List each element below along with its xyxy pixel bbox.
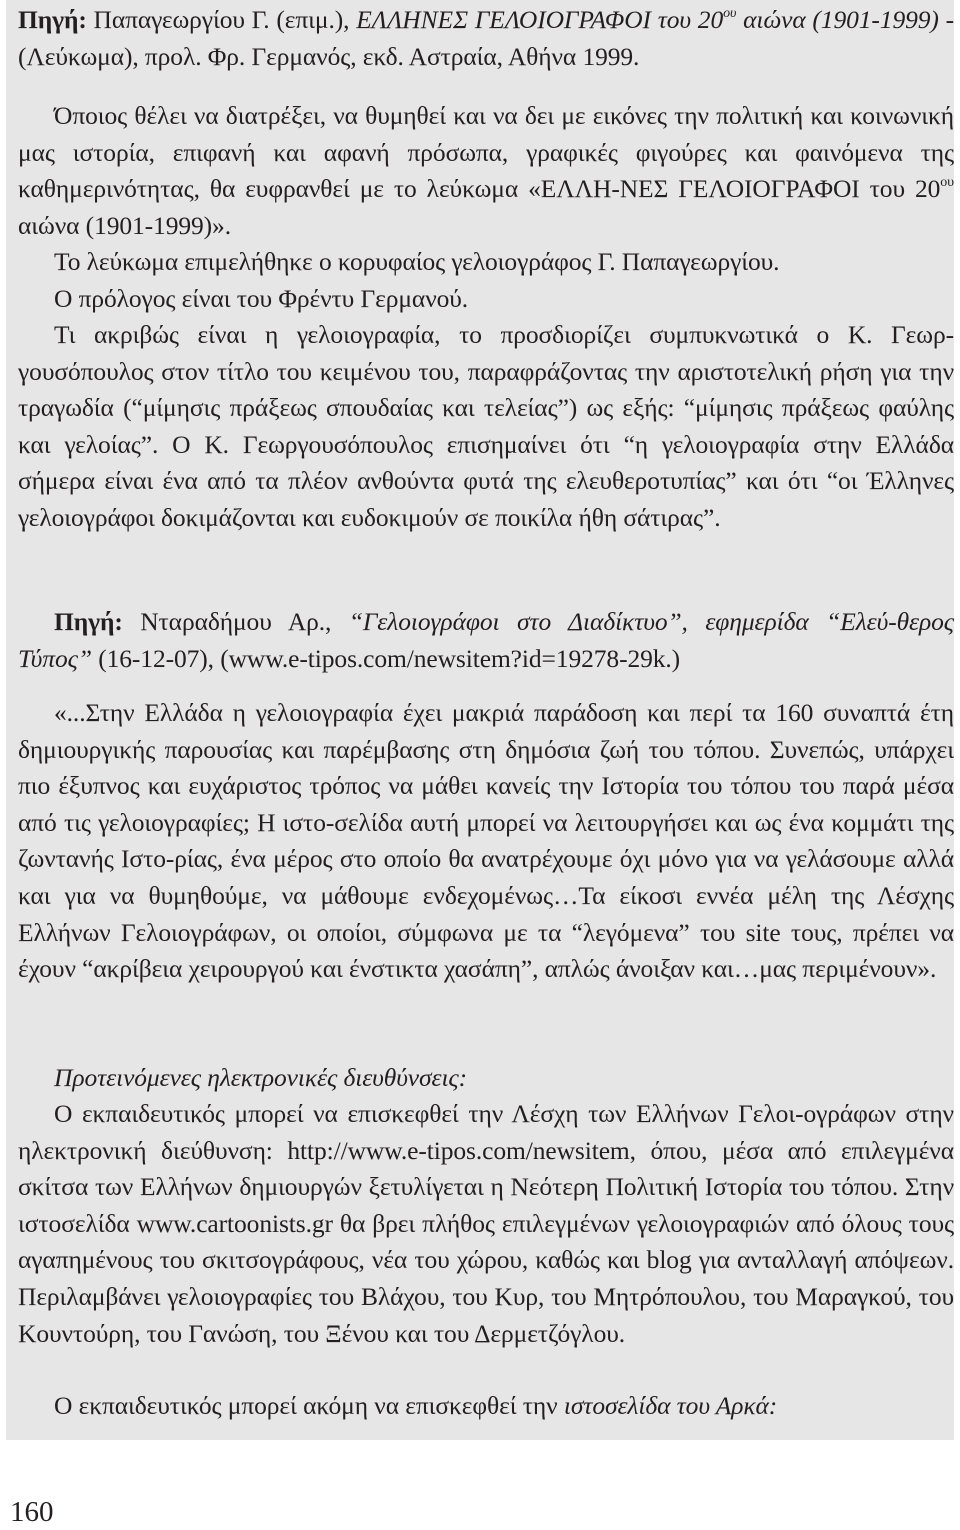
definition-paragraph: Τι ακριβώς είναι η γελοιογραφία, το προσδιορίζει συμπυκνωτικά ο Κ. Γεωρ-γουσόπουλος στον τίτλο του κειμένου του, παραφράζοντας την αριστοτελική ρήση για την τραγωδία (“μίμησις πράξεως σπουδαίας και τελείας”) ως εξής: “μίμησις πράξεως φαύλης και γελοίας”. Ο Κ. Γεωργουσόπουλος επισημαίνει ότι “η γελοιογραφία στην Ελλάδα σήμερα είναι ένα από τα πλέον ανθούντα φυτά της ελευθεροτυπίας” και ότι “οι Έλληνες γελοιογράφοι δοκιμάζονται και ευδοκιμούν σε ποικίλα ήθη σάτιρας”. xyxy=(18,320,954,532)
suggested-links-paragraph: Ο εκπαιδευτικός μπορεί να επισκεφθεί την Λέσχη των Ελλήνων Γελοι-ογράφων στην ηλεκτρονική διεύθυνση: http://www.e-tipos.com/newsitem, όπου, μέσα από επιλεγμένα σκίτσα των Ελλήνων δημιουργών ξετυλίγεται η Νεότερη Πολιτική Ιστορία του τόπου. Στην ιστοσελίδα www.cartoonists.gr θα βρει πλήθος επιλεγμένων γελοιογραφιών από όλους τους αγαπημένους του σκιτσογράφους, νέα του χώρου, καθώς και blog για ανταλλαγή απόψεων. Περιλαμβάνει γελοιογραφίες του Βλάχου, του Κυρ, του Μητρόπουλου, του Μαραγκού, του Κουντούρη, του Γανώση, του Ξένου και του Δερμετζόγλου. xyxy=(18,1099,954,1348)
source-label: Πηγή: xyxy=(18,5,87,34)
source-citation-2 xyxy=(18,604,954,677)
source-citation-1 xyxy=(18,2,954,75)
source-label: Πηγή: xyxy=(54,607,123,636)
arkas-site-label: ιστοσελίδα του Αρκά: xyxy=(563,1391,778,1420)
intro-paragraph xyxy=(18,98,954,244)
suggested-links-heading: Προτεινόμενες ηλεκτρονικές διευθύνσεις: xyxy=(54,1063,468,1092)
quote-paragraph: «...Στην Ελλάδα η γελοιογραφία έχει μακριά παράδοση και περί τα 160 συναπτά έτη δημιουργικής παρουσίας και παρέμβασης στη δημόσια ζωή του τόπου. Συνεπώς, υπάρχει πιο έξυπνος και ευχάριστος τρόπος να μάθει κανείς την Ιστορία του τόπου του παρά μέσα από τις γελοιογραφίες; Η ιστο-σελίδα αυτή μπορεί να λειτουργήσει και ως ένα κομμάτι της ζωντανής Ιστο-ρίας, ένα μέρος στο οποίο θα ανατρέχουμε όχι μόνο για να γελάσουμε αλλά και για να θυμηθούμε, να μάθουμε ενδεχομένως…Τα είκοσι εννέα μέλη της Λέσχης Ελλήνων Γελοιογράφων, οι οποίοι, σύμφωνα με τα “λεγόμενα” του site τους, πρέπει να έχουν “ακρίβεια χειρουργού και ένστικτα χασάπη”, απλώς άνοιξαν και…μας περιμένουν». xyxy=(18,698,954,984)
source-title-text: ΕΛΛΗΝΕΣ ΓΕΛΟΙΟΓΡΑΦΟΙ του 20 xyxy=(356,5,724,34)
intro-text: Όποιος θέλει να διατρέξει, να θυμηθεί και να δει με εικόνες την πολιτική και κοινωνική μας ιστορία, επιφανή και αφανή πρόσωπα, γραφικές φιγούρες και φαινόμενα της καθημερινότητας, θα ευφρανθεί με το λεύκωμα «ΕΛΛΗ-ΝΕΣ ΓΕΛΟΙΟΓΡΑΦΟΙ του 20 xyxy=(18,101,954,204)
source-author: Νταραδήμου Αρ., xyxy=(122,607,349,636)
source-details: (16-12-07), (www.e-tipos.com/newsitem?id=19278-29k.) xyxy=(91,643,681,673)
source-title-years: αιώνα (1901-1999) xyxy=(736,5,939,34)
source-title xyxy=(356,5,939,34)
preface-paragraph: Ο πρόλογος είναι του Φρέντυ Γερμανού. xyxy=(54,284,469,313)
content-panel xyxy=(6,0,954,1440)
arkas-text: Ο εκπαιδευτικός μπορεί ακόμη να επισκεφθεί την xyxy=(54,1391,564,1420)
page-number: 160 xyxy=(10,1496,54,1528)
source-title-sup: ου xyxy=(723,5,737,21)
source-title: “Γελοιογράφοι στο Διαδίκτυο”, εφημερίδα “Ελεύ-θερος Τύπος” xyxy=(18,607,955,673)
editor-paragraph: Το λεύκωμα επιμελήθηκε ο κορυφαίος γελοιογράφος Γ. Παπαγεωργίου. xyxy=(54,247,780,276)
intro-text-end: αιώνα (1901-1999)». xyxy=(18,210,231,240)
intro-sup: ου xyxy=(940,174,954,190)
source-details: - (Λεύκωμα), προλ. Φρ. Γερμανός, εκδ. Αστραία, Αθήνα 1999. xyxy=(18,5,954,71)
arkas-paragraph xyxy=(18,1388,954,1425)
source-author: Παπαγεωργίου Γ. (επιμ.), xyxy=(86,5,357,34)
